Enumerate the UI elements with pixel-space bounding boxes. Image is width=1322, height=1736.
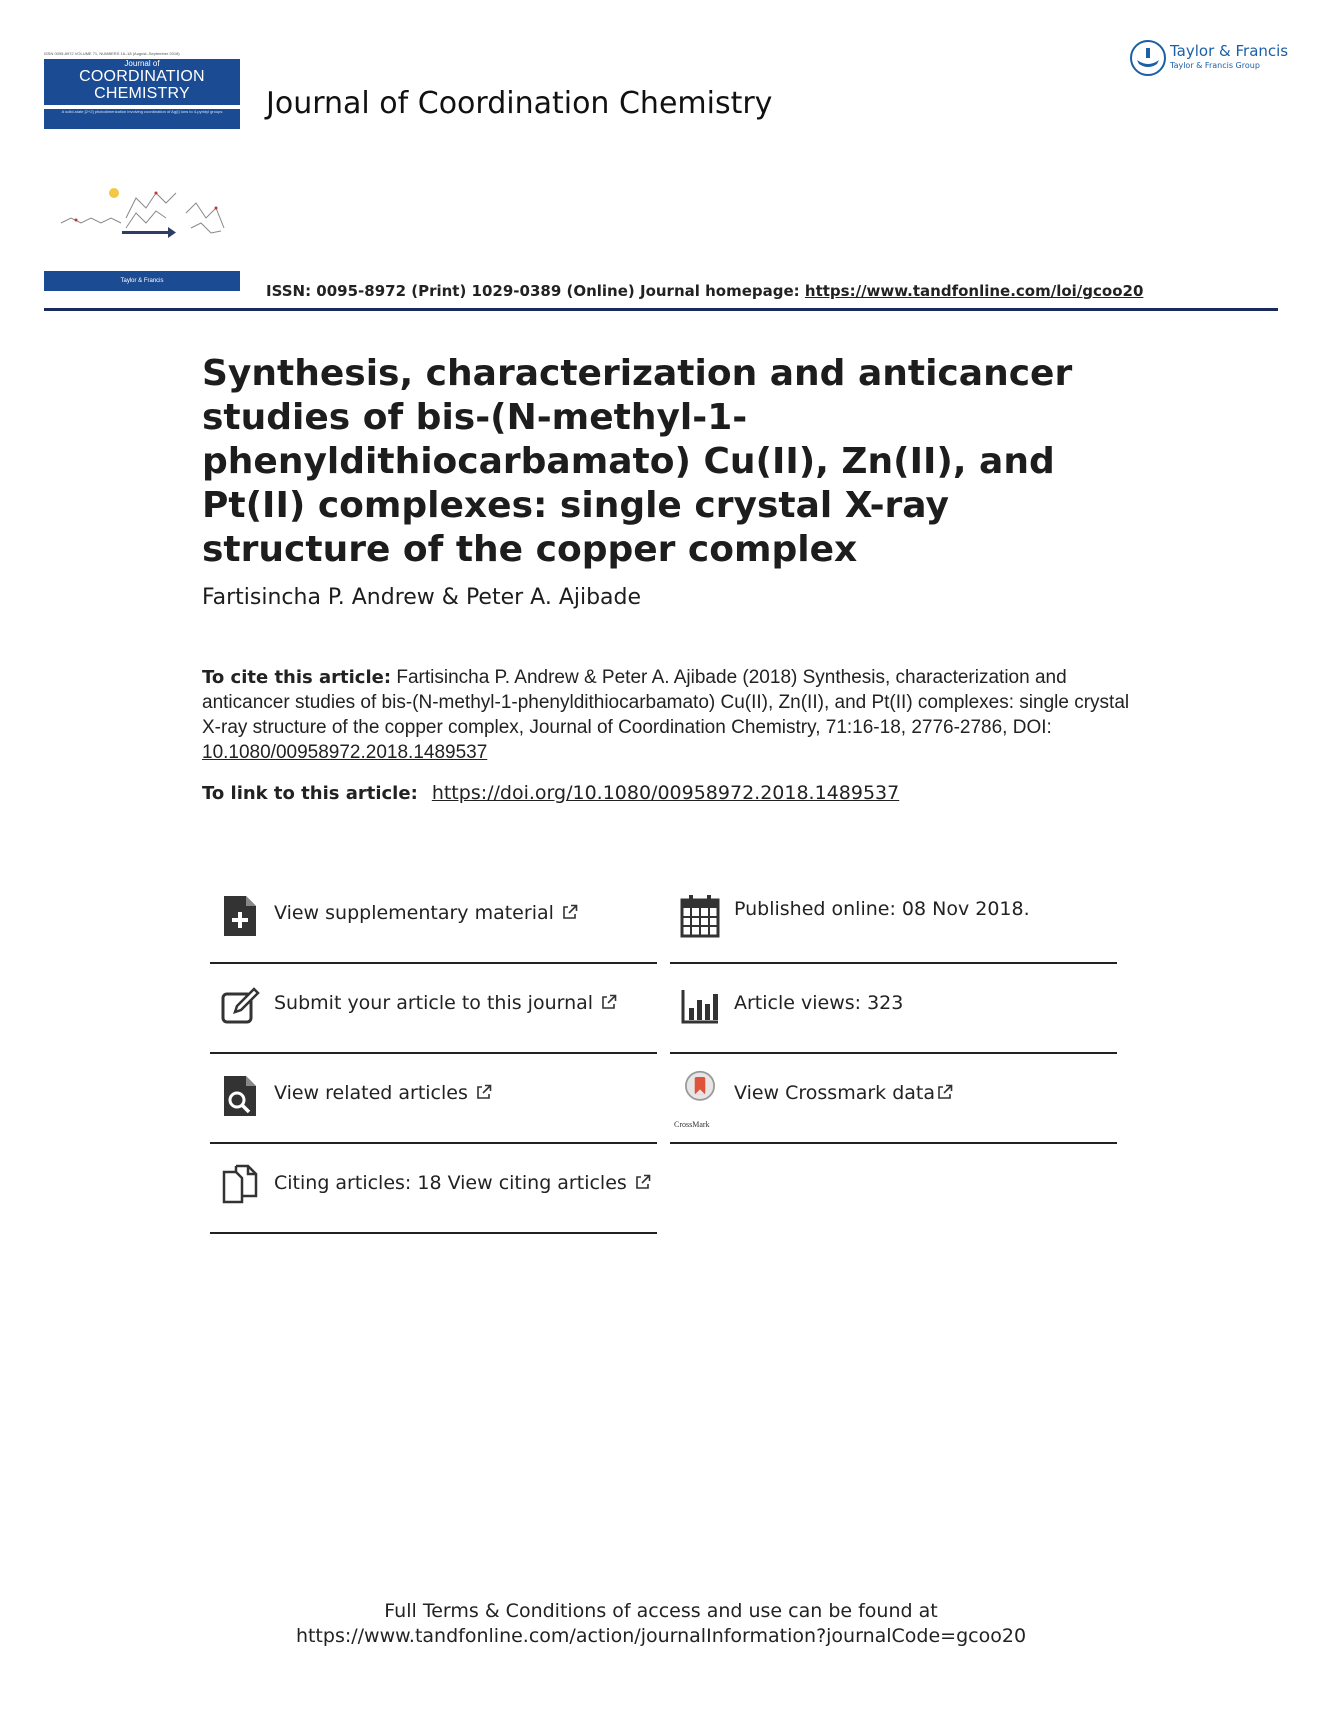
submit-article-cell[interactable] bbox=[210, 966, 657, 1054]
divider bbox=[670, 1142, 1117, 1144]
cover-journal-of: Journal of bbox=[124, 59, 160, 68]
related-articles-label: View related articles bbox=[274, 1082, 468, 1104]
edit-icon bbox=[220, 984, 260, 1028]
crossmark-cell[interactable] bbox=[670, 1056, 1117, 1144]
article-doi-url-link[interactable]: https://doi.org/10.1080/00958972.2018.1489537 bbox=[431, 782, 900, 804]
external-link-icon bbox=[635, 1174, 651, 1190]
divider bbox=[670, 1052, 1117, 1054]
citing-articles-link[interactable] bbox=[274, 1172, 651, 1194]
published-online-text: Published online: 08 Nov 2018. bbox=[734, 898, 1030, 920]
external-link-icon bbox=[476, 1084, 492, 1100]
publisher-group: Taylor & Francis Group bbox=[1170, 61, 1260, 70]
calendar-icon bbox=[680, 894, 720, 938]
divider bbox=[210, 1232, 657, 1234]
citation-text: Fartisincha P. Andrew & Peter A. Ajibade (2018) Synthesis, characterization and anticancer studies of bis-(N-methyl-1-phenyldithiocarbamato) Cu(II), Zn(II), and Pt(II) complexes: single crystal X-ray structure of the copper complex, Journal of Coordination Chemistry, 71:16-18, 2776-2786, DOI: bbox=[202, 667, 1130, 738]
document-plus-icon bbox=[220, 894, 260, 938]
copy-documents-icon bbox=[220, 1164, 260, 1208]
cover-publisher-band: Taylor & Francis bbox=[44, 271, 240, 291]
cover-title-band bbox=[44, 59, 240, 105]
citation-block bbox=[202, 665, 1132, 765]
document-search-icon bbox=[220, 1074, 260, 1118]
published-online-cell bbox=[670, 876, 1117, 964]
cover-chemistry: CHEMISTRY bbox=[94, 85, 190, 102]
submit-article-label: Submit your article to this journal bbox=[274, 992, 594, 1014]
footer-terms-text: Full Terms & Conditions of access and use can be found at bbox=[384, 1600, 938, 1622]
citing-articles-cell[interactable] bbox=[210, 1146, 657, 1234]
article-link-label: To link to this article: bbox=[202, 783, 418, 804]
publisher-name: Taylor & Francis bbox=[1170, 42, 1289, 60]
issn-line bbox=[266, 282, 1143, 300]
divider bbox=[210, 1142, 657, 1144]
crossmark-link[interactable] bbox=[734, 1082, 953, 1104]
article-authors: Fartisincha P. Andrew & Peter A. Ajibade bbox=[202, 585, 642, 610]
citation-doi-link[interactable]: 10.1080/00958972.2018.1489537 bbox=[202, 742, 488, 763]
footer-terms-url[interactable]: https://www.tandfonline.com/action/journalInformation?journalCode=gcoo20 bbox=[295, 1625, 1027, 1647]
header-rule bbox=[44, 308, 1278, 311]
article-title: Synthesis, characterization and anticancer studies of bis-(N-methyl-1-phenyldithiocarbamato) Cu(II), Zn(II), and Pt(II) complexes: single crystal X-ray structure of the copper complex bbox=[202, 353, 1073, 570]
cover-molecule-image bbox=[56, 173, 228, 253]
related-articles-cell[interactable] bbox=[210, 1056, 657, 1144]
citing-articles-label: Citing articles: 18 View citing articles bbox=[274, 1172, 627, 1194]
related-articles-link[interactable] bbox=[274, 1082, 492, 1104]
crossmark-icon bbox=[680, 1070, 720, 1114]
journal-homepage-link[interactable]: https://www.tandfonline.com/loi/gcoo20 bbox=[804, 282, 1144, 300]
article-views-cell bbox=[670, 966, 1117, 1054]
cover-subtitle: A solid-state [2+2] photodimerization involving coordination of Ag(I) ions to 4-pyridyl groups bbox=[44, 109, 240, 129]
supplementary-material-link[interactable] bbox=[274, 902, 578, 924]
citation-label: To cite this article: bbox=[202, 667, 392, 688]
crossmark-label: View Crossmark data bbox=[734, 1082, 936, 1104]
journal-title[interactable]: Journal of Coordination Chemistry bbox=[266, 86, 773, 121]
article-link-block bbox=[202, 782, 899, 804]
issn-text: ISSN: 0095-8972 (Print) 1029-0389 (Online) Journal homepage: bbox=[266, 282, 805, 300]
external-link-icon bbox=[601, 994, 617, 1010]
article-views-text: Article views: 323 bbox=[734, 992, 904, 1014]
external-link-icon bbox=[562, 904, 578, 920]
submit-article-link[interactable] bbox=[274, 992, 617, 1014]
journal-cover[interactable] bbox=[44, 53, 240, 293]
bar-chart-icon bbox=[680, 984, 720, 1028]
divider bbox=[210, 962, 657, 964]
divider bbox=[210, 1052, 657, 1054]
crossmark-logo-text: CrossMark bbox=[674, 1120, 710, 1129]
cover-volume-line: ISSN 0095-8972 VOLUME 71, NUMBERS 16–18 (August–September 2018) bbox=[44, 51, 180, 56]
supplementary-material-label: View supplementary material bbox=[274, 902, 554, 924]
external-link-icon bbox=[937, 1084, 953, 1100]
divider bbox=[670, 962, 1117, 964]
supplementary-material-cell[interactable] bbox=[210, 876, 657, 964]
cover-coordination: COORDINATION bbox=[79, 68, 205, 85]
